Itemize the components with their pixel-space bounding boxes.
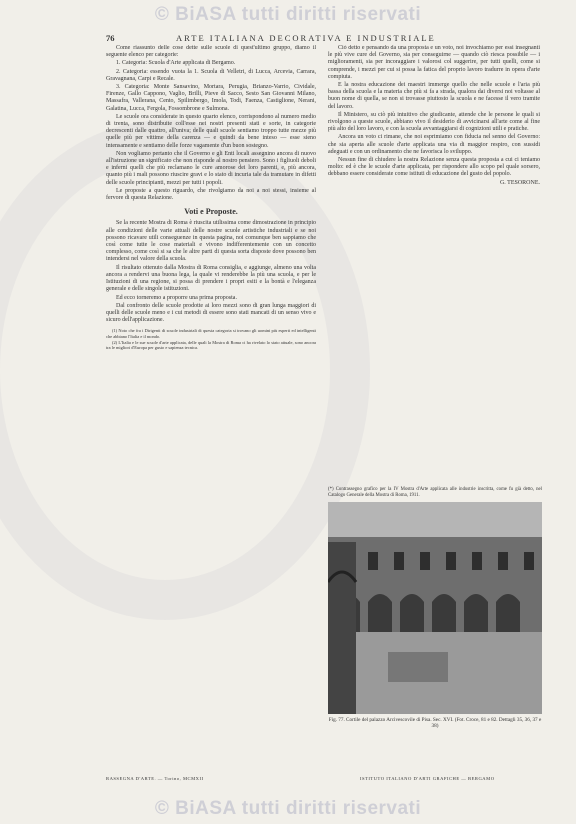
category-2: 2. Categoria: essendo vuota la 1. Scuola di Velletri, di Lucca, Arcevia, Carrara, Gravagnana, Carpi e Recale.: [106, 68, 316, 82]
footnote: (2) L'Italia e le sue scuole d'arte applicata, delle quali la Mostra di Roma ci ha rivelato lo stato attuale, sono ancora tra le migliori d'Europa per gusto e sapienza tecnica.: [106, 339, 316, 350]
body-paragraph: E la nostra educazione dei maestri immerge quello che nelle scuole e l'aria più bassa della scuola e la materia che più si fa a strada, qualora dai diversi noi voltasse al buon nome di quella, se non si trovasse piuttosto la scuola e ne facesse il vero tramite del lavoro.: [328, 82, 540, 110]
watermark-bottom: © BiASA tutti diritti riservati: [154, 798, 422, 819]
figure-caption: Fig. 77. Cortile del palazzo Arcivescovile di Pisa. Sec. XVI. (Fot. Croce, 81 e 82. Dettagli 35, 36, 37 e 38): [328, 717, 542, 730]
category-3: 3. Categoria: Monte Sansavino, Mortara, Perugia, Brianzo-Varrio, Cividale, Firenze, Gallo Cappono, Vaglio, Brilli, Pieve di Sacco, Sesto San Giovanni Milano, Massafra, Vallerana, Cento, Spilimbergo, Imola, Todi, Faenza, Castiglione, Nerani, Galatina, Lucca, Fergola, Fossombrone e Sulmona.: [106, 84, 316, 112]
section-paragraph: Ed ecco torneremo a proporre una prima proposta.: [116, 294, 237, 301]
watermark-top: © BiASA tutti diritti riservati: [154, 4, 422, 25]
figure-caption-top: (*) Contrassegno grafico per la IV Mostra d'Arte applicata alle industrie inscritta, come fu già detto, nel Catalogo Generale della Mostra di Roma, 1911.: [328, 487, 542, 498]
body-paragraph: Nessun fine di chiudere la nostra Relazione senza questa proposta a cui ci teniamo molto: ed è che le scuole d'arte applicata, per rispondere allo scopo pel quale sorsero, debbano essere considerate come istituti di educazione del gusto del popolo.: [328, 157, 540, 178]
running-title: ARTE ITALIANA DECORATIVA E INDUSTRIALE: [176, 33, 436, 43]
body-paragraph: Il Ministero, su ciò più intuitivo che giudicante, attende che le persone le quali si rivolgono a queste scuole, abbiano vivo il desiderio di avvicinarsi all'arte come al fine più alto del loro lavoro, e con la scuola avvantaggiarsi di cognizioni utili e pratiche.: [328, 111, 540, 133]
courtyard-photo: [328, 502, 542, 714]
left-column: [106, 45, 316, 795]
body-paragraph: Ancora un voto ci rimane, che noi esprimiamo con fiducia nel senno del Governo: che sia aperta alle scuole d'arte applicata una via di maggior respiro, con sussidi adeguati e con un ordinamento che ne favorisca lo sviluppo.: [328, 134, 540, 155]
section-heading: Voti e Proposte.: [184, 207, 238, 217]
footer-left: RASSEGNA D'ARTE. — Torino, MCMXII: [106, 776, 204, 781]
body-paragraph: Ciò detto e pensando da una proposta e un voto, noi invochiamo per essi insegnanti le più vive cure del Governo, sia per conseguirne — quando ciò riesca possibile — i miglioramenti, sia per incoraggiare i valorosi col suggerire, per tutti quelli, come si comprende, i mezzi per cui si possa la fatica del proprio lavoro tradurre in opera d'arte compiuta.: [328, 45, 540, 80]
page-number: 76: [106, 33, 115, 43]
signature: G. TESORONE.: [499, 179, 540, 186]
body-paragraph: Le scuole ora considerate in questo quarto elenco, corrispondono al numero medio di trenta, sono distribuite coll'esse nei nostri presenti stati e sorte, in categorie decrescenti dalle quattro, all'univa; delle quali scuole sentiamo troppo tutte mezze più quelle più per vittime della carenza — e quindi da bene inteso — esse sieno intensamente e sentiamo delle forze vagamente d'un buon sostegno.: [106, 113, 316, 149]
footnote: (1) Noto che fra i Dirigenti di scuole industriali di questa categoria si trovano gli uomini più esperti ed intelligenti che abbiano l'Italia e il mondo.: [106, 328, 316, 339]
figure: [328, 487, 542, 729]
section-paragraph: Se la recente Mostra di Roma è riuscita utilissima come dimostrazione in principio alle condizioni delle varie attuali delle nostre scuole artistiche industriali e se noi possono ricavare utili conseguenze in questa pagina, noi comunque ben sappiamo che così come tutte le cose materiali e vivono indifferentemente con un concetto complesso, come così si sa che le altre parti di questa sorta disposte dove possono ben intendersi nel valore della scuola.: [106, 220, 316, 263]
footer-right: ISTITUTO ITALIANO D'ARTI GRAFICHE — BERGAMO: [360, 776, 495, 781]
body-paragraph: Non vogliamo pertanto che il Governo e gli Enti locali assegnino ancora di nuovo all'istruzione un significato che non risponde al nostro pensiero. Sono i figliuoli deboli e inferni quelli che più reclamano le cure amorose dei loro parenti, e, più ancora, quanto più i mali possono riuscire gravi e lo stato di incuria tale da tramutare in difetti delle scuole principianti, mezzi per tutti i popoli.: [106, 150, 316, 186]
body-paragraph: Le proposte a questo riguardo, che rivolgiamo da noi a noi stessi, insieme al fervore di questa Relazione.: [106, 187, 316, 202]
section-paragraph: Dal confronto delle scuole prodotte ai loro mezzi sono di gran lunga maggiori di quelli delle scuole meno e i cui metodi di essere sono stati mancati di un senso vivo e sicuro dell'applicazione.: [106, 302, 316, 324]
category-1: 1. Categoria: Scuola d'Arte applicata di Bergamo.: [116, 60, 236, 67]
right-column: [328, 45, 540, 515]
section-paragraph: Il risultato ottenuto dalla Mostra di Roma consiglia, e aggiunge, almeno una volta ancora a rendervi una buona lega, la quale vi renderebbe la più una scuola, e per le Istituzioni di una regione, si possa di prendere i propri esiti e la bontà e l'eleganza generale e delle singole istituzioni.: [106, 264, 316, 293]
intro-paragraph: Come riassunto delle cose dette sulle scuole di quest'ultimo gruppo, diamo il seguente elenco per categorie:: [106, 45, 316, 59]
footnotes: [106, 328, 316, 350]
